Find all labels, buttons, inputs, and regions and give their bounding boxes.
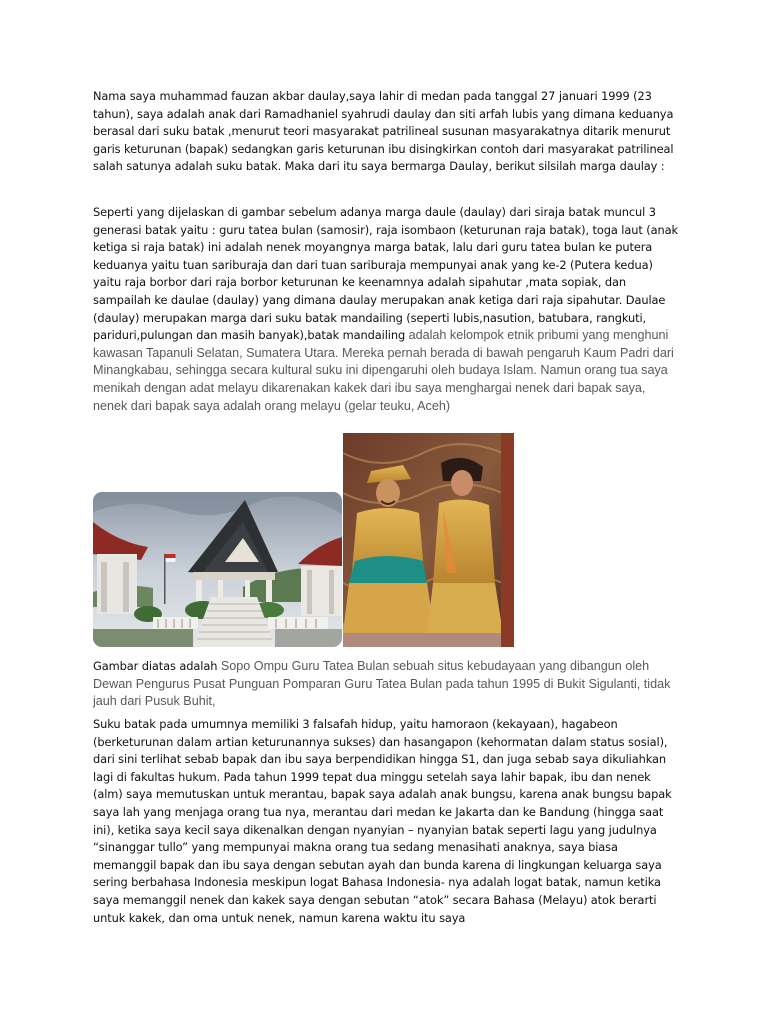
paragraph-photo-caption [93, 658, 683, 711]
wedding-couple-photo [343, 433, 514, 647]
paragraph-lineage [93, 204, 683, 415]
paragraph-photo-caption-quote: Sopo Ompu Guru Tatea Bulan sebuah situs kebudayaan yang dibangun oleh Dewan Pengurus Pusat Punguan Pomparan Guru Tatea Bulan pada tahun 1995 di Bukit Sigulanti, tidak jauh dari Pusuk Buhit, [93, 659, 671, 709]
paragraph-philosophy: Suku batak pada umumnya memiliki 3 falsafah hidup, yaitu hamoraon (kekayaan), hagabeon (berketurunan dalam artian keturunannya sukses) dan hasangapon (kehormatan dalam status sosial), dari sini terlihat sebab bapak dan ibu saya berpendidikan hingga S1, dan juga sebab saya dikuliahkan lagi di fakultas hukum. Pada tahun 1999 tepat dua minggu setelah saya lahir bapak, ibu dan nenek (alm) saya memutuskan untuk merantau, bapak saya adalah anak bungsu, karena anak bungsu bapak saya lah yang menjaga orang tua nya, merantau dari medan ke Jakarta dan ke Bandung (hingga saat ini), ketika saya kecil saya dikenalkan dengan nyanyian – nyanyian batak seperti lagu yang judulnya “sinanggar tullo” yang mempunyai makna orang tua sedang menasihati anaknya, saya biasa memanggil bapak dan ibu saya dengan sebutan ayah dan bunda karena di lingkungan keluarga saya sering berbahasa Indonesia meskipun logat Bahasa Indonesia- nya adalah logat batak, namun ketika saya memanggil nenek dan kakek saya dengan sebutan “atok” secara Bahasa (Melayu) atok berarti untuk kakek, dan oma untuk nenek, namun karena waktu itu saya [93, 717, 672, 925]
paragraph-intro: Nama saya muhammad fauzan akbar daulay,saya lahir di medan pada tanggal 27 januari 1999 (23 tahun), saya adalah anak dari Ramadhaniel syahrudi daulay dan siti arfah lubis yang dimana keduanya berasal dari suku batak ,menurut teori masyarakat patrilineal susunan masyarakatnya ditarik menurut garis keturunan (bapak) sedangkan garis keturunan ibu disingkirkan contoh dari masyarakat patrilineal salah satunya adalah suku batak. Maka dari itu saya bermarga Daulay, berikut silsilah marga daulay : [93, 89, 674, 174]
paragraph-lineage-main: Seperti yang dijelaskan di gambar sebelum adanya marga daule (daulay) dari siraja batak muncul 3 generasi batak yaitu : guru tatea bulan (samosir), raja isombaon (keturunan raja batak), toga laut (anak ketiga si raja batak) ini adalah nenek moyangnya marga batak, lalu dari guru tatea bulan ke putera keduanya yaitu tuan sariburaja dan dari tuan sariburaja mempunyai anak yang ke-2 (Putera kedua) yaitu raja borbor dari raja borbor keturunan ke keenamnya adalah sipahutar ,mata sopiak, dan sampailah ke daulae (daulay) yang dimana daulay merupakan anak ketiga dari raja sipahutar. Daulae (daulay) merupakan marga dari suku batak mandailing (seperti lubis,nasution, batubara, rangkuti, pariduri,pulungan dan masih banyak),batak mandailing [93, 205, 678, 343]
paragraph-photo-caption-main: Gambar diatas adalah [93, 659, 218, 673]
paragraph-lineage-quote: adalah kelompok etnik pribumi yang menghuni kawasan Tapanuli Selatan, Sumatera Utara. Mereka pernah berada di bawah pengaruh Kaum Padri dari Minangkabau, sehingga secara kultural suku ini dipengaruhi oleh budaya Islam. Namun orang tua saya menikah dengan adat melayu dikarenakan kakek dari ibu saya menghargai nenek dari bapak saya, nenek dari bapak saya adalah orang melayu (gelar teuku, Aceh) [93, 328, 674, 413]
sopo-guru-tatea-bulan-photo [93, 492, 342, 647]
